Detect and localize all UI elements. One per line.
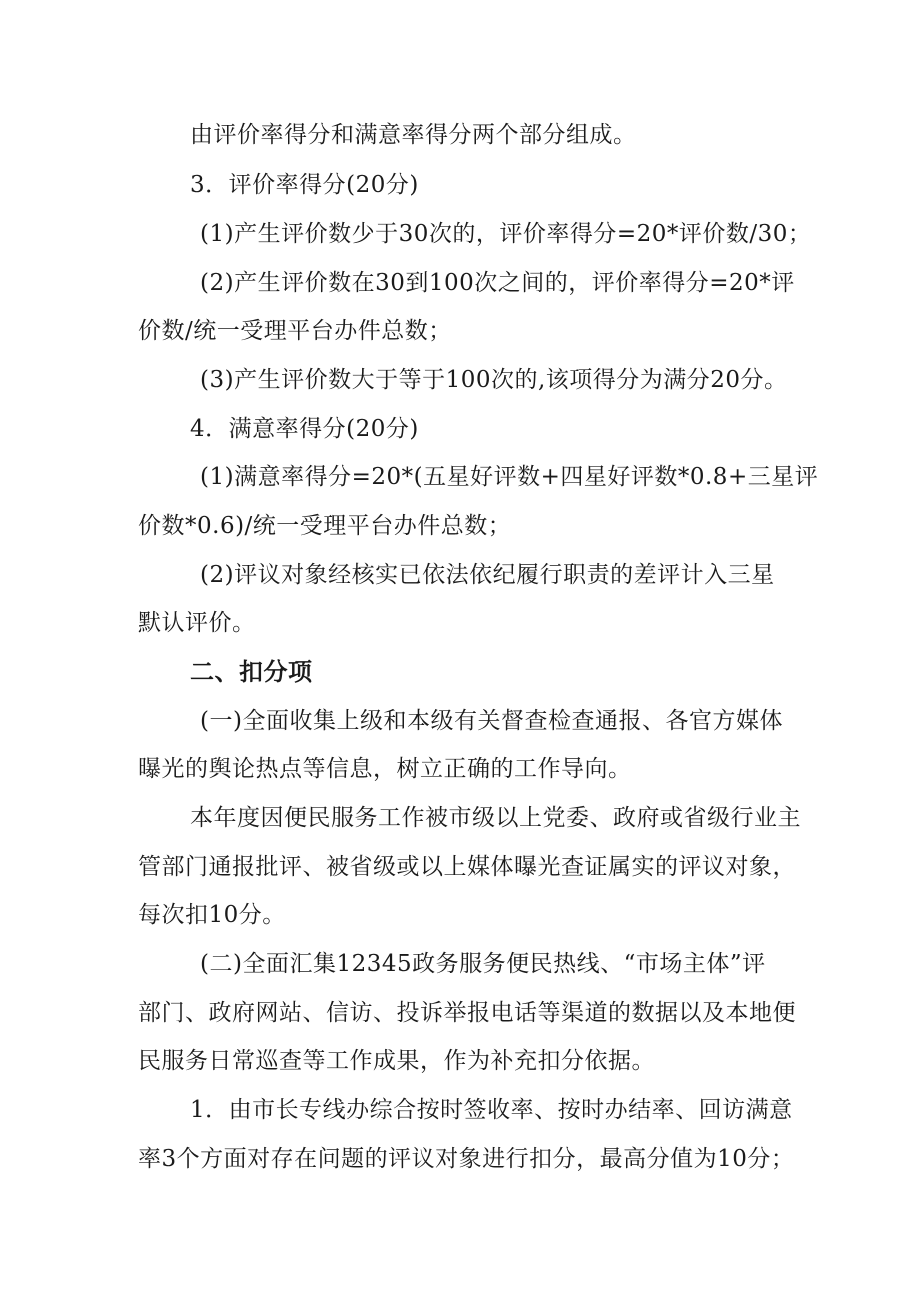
paragraph-line: 本年度因便民服务工作被市级以上党委、政府或省级行业主 [190,805,801,831]
paragraph-line: 管部门通报批评、被省级或以上媒体曝光查证属实的评议对象， [138,854,796,880]
paragraph-line: (3)产生评价数大于等于100次的,该项得分为满分20分。 [200,367,788,393]
paragraph-line: 价数*0.6)/统一受理平台办件总数； [138,513,512,539]
paragraph-line: 率3个方面对存在问题的评议对象进行扣分，最高分值为10分； [138,1146,795,1172]
paragraph-line: (1)产生评价数少于30次的，评价率得分=20*评价数/30； [200,221,812,247]
paragraph-line: (2)产生评价数在30到100次之间的，评价率得分=20*评 [200,270,795,296]
paragraph-line: 由评价率得分和满意率得分两个部分组成。 [190,122,637,148]
item-heading-4: 4．满意率得分(20分) [190,416,419,442]
paragraph-line: 曝光的舆论热点等信息，树立正确的工作导向。 [138,756,632,782]
paragraph-line: (1)满意率得分=20*(五星好评数+四星好评数*0.8+三星评 [200,464,819,490]
paragraph-line: (二)全面汇集12345政务服务便民热线、“市场主体”评 [200,951,766,977]
paragraph-line: 价数/统一受理平台办件总数； [138,318,452,344]
paragraph-line: 民服务日常巡查等工作成果，作为补充扣分依据。 [138,1048,655,1074]
paragraph-line: 每次扣10分。 [138,902,286,928]
paragraph-line: 部门、政府网站、信访、投诉举报电话等渠道的数据以及本地便 [138,1000,796,1026]
paragraph-line: (一)全面收集上级和本级有关督查检查通报、各官方媒体 [200,708,783,734]
paragraph-line: 1．由市长专线办综合按时签收率、按时办结率、回访满意 [190,1097,793,1123]
paragraph-line: (2)评议对象经核实已依法依纪履行职责的差评计入三星 [200,562,775,588]
paragraph-line: 默认评价。 [138,610,256,636]
item-heading-3: 3．评价率得分(20分) [190,172,419,198]
section-heading: 二、扣分项 [190,658,313,686]
